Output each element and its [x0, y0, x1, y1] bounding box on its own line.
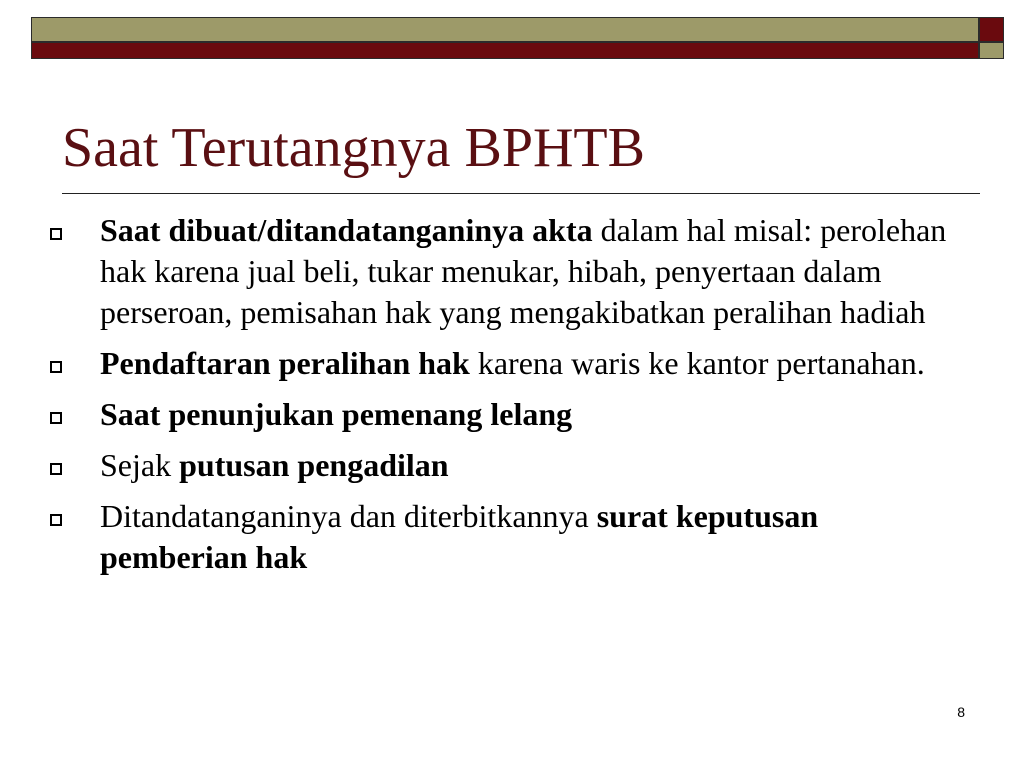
- bullet-item-akta: [48, 210, 948, 333]
- bullet-item-surat-keputusan: [48, 496, 948, 578]
- bullet-item-pendaftaran: [48, 343, 948, 384]
- title-underline: [62, 193, 980, 194]
- bullet-item-lelang: [48, 394, 948, 435]
- bullet-text: Ditandatanganinya dan diterbitkannya: [100, 498, 597, 534]
- bullet-bold-text: Saat dibuat/ditandatanganinya akta: [100, 212, 593, 248]
- hollow-square-icon: [50, 361, 62, 373]
- bullet-item-pengadilan: [48, 445, 948, 486]
- bullet-bold-text: Saat penunjukan pemenang lelang: [100, 396, 573, 432]
- slide-title: Saat Terutangnya BPHTB: [62, 117, 645, 179]
- header-band-maroon: [31, 42, 979, 59]
- hollow-square-icon: [50, 463, 62, 475]
- header-square-olive: [979, 42, 1004, 59]
- bullet-bold-text: Pendaftaran peralihan hak: [100, 345, 470, 381]
- hollow-square-icon: [50, 228, 62, 240]
- header-band-olive: [31, 17, 979, 42]
- bullet-bold-text: surat keputusan pemberian hak: [100, 498, 819, 575]
- hollow-square-icon: [50, 412, 62, 424]
- header-square-maroon: [979, 17, 1004, 42]
- bullet-text: dalam hal misal: perolehan hak karena jual beli, tukar menukar, hibah, penyertaan dalam perseroan, pemisahan hak yang mengakibatkan peralihan hadiah: [100, 212, 947, 330]
- page-number: 8: [957, 704, 965, 720]
- bullet-text: karena waris ke kantor pertanahan.: [469, 345, 925, 381]
- bullet-list: [48, 210, 948, 588]
- bullet-text: Sejak: [100, 447, 180, 483]
- bullet-bold-text: putusan pengadilan: [179, 447, 449, 483]
- hollow-square-icon: [50, 514, 62, 526]
